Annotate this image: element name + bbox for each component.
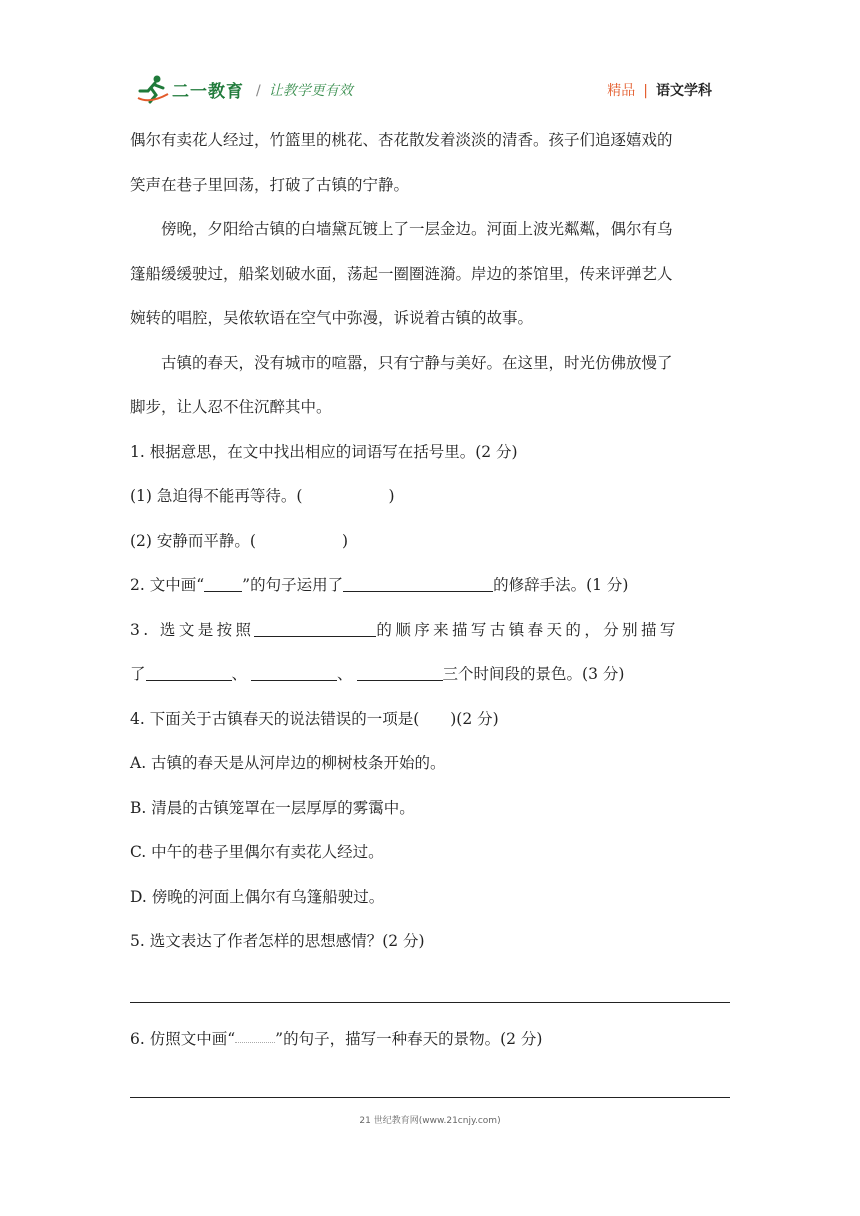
question-2 <box>130 563 730 608</box>
answer-blank[interactable] <box>146 664 232 681</box>
answer-blank[interactable] <box>343 575 493 592</box>
question-3-line-1 <box>130 608 730 653</box>
page-footer: 21 世纪教育网(www.21cnjy.com) <box>359 1116 501 1126</box>
question-1-1 <box>130 474 730 519</box>
q1-2-text: (2) 安静而平静。( <box>130 531 256 550</box>
answer-line <box>130 1097 730 1098</box>
q6-text-b: ”的句子，描写一种春天的景物。(2 分) <box>275 1029 543 1048</box>
q1-1-text: (1) 急迫得不能再等待。( <box>130 487 303 505</box>
passage-line: 笑声在巷子里回荡，打破了古镇的宁静。 <box>130 175 410 194</box>
slogan-slash: / <box>256 83 261 99</box>
passage-line: 脚步，让人忍不住沉醉其中。 <box>130 398 332 416</box>
q6-text-a: 6. 仿照文中画“ <box>130 1029 236 1048</box>
answer-blank[interactable] <box>251 664 337 681</box>
quoted-blank <box>204 575 242 592</box>
q3-text-b: 的顺序来描写古镇春天的，分别描写 <box>376 620 679 639</box>
subject-tag <box>607 80 712 100</box>
option-c: C. 中午的巷子里偶尔有卖花人经过。 <box>130 843 384 861</box>
document-body <box>130 118 730 1098</box>
question-6 <box>130 1017 730 1062</box>
q2-text-b: ”的句子运用了 <box>242 576 344 594</box>
option-d: D. 傍晚的河面上偶尔有乌篷船驶过。 <box>130 887 385 906</box>
passage-line: 古镇的春天，没有城市的喧嚣，只有宁静与美好。在这里，时光仿佛放慢了 <box>161 353 673 372</box>
slogan <box>256 80 353 100</box>
question-1: 1. 根据意思，在文中找出相应的词语写在括号里。(2 分) <box>130 442 518 461</box>
option-a: A. 古镇的春天是从河岸边的柳树枝条开始的。 <box>130 754 446 772</box>
slogan-text: 让教学更有效 <box>268 83 353 99</box>
q1-2-close: ) <box>341 531 348 550</box>
passage-line: 婉转的唱腔，吴侬软语在空气中弥漫，诉说着古镇的故事。 <box>130 309 534 327</box>
quality-label: 精品 <box>607 83 636 99</box>
answer-blank[interactable] <box>357 664 443 681</box>
subject-label: 语文学科 <box>656 83 712 99</box>
page-header <box>136 70 712 110</box>
wavy-underline-sample <box>235 1032 275 1043</box>
logo <box>136 74 244 104</box>
passage-line: 傍晚，夕阳给古镇的白墙黛瓦镀上了一层金边。河面上波光粼粼，偶尔有乌 <box>161 220 673 238</box>
q3-sep: 、 <box>337 665 353 683</box>
passage-line: 偶尔有卖花人经过，竹篮里的桃花、杏花散发着淡淡的清香。孩子们追逐嬉戏的 <box>130 131 673 149</box>
tag-separator: | <box>643 83 648 99</box>
question-3-line-2 <box>130 652 730 697</box>
question-1-2 <box>130 519 730 564</box>
answer-area[interactable] <box>130 964 730 1002</box>
runner-logo-icon <box>136 74 170 104</box>
option-b: B. 清晨的古镇笼罩在一层厚厚的雾霭中。 <box>130 798 415 817</box>
answer-line <box>130 1002 730 1003</box>
logo-text: 二一教育 <box>172 81 244 102</box>
question-5: 5. 选文表达了作者怎样的思想感情？(2 分) <box>130 932 425 950</box>
answer-blank[interactable] <box>254 620 376 637</box>
q3-text-d: 三个时间段的景色。(3 分) <box>442 665 625 683</box>
q2-text-a: 2. 文中画“ <box>130 576 205 594</box>
question-4: 4. 下面关于古镇春天的说法错误的一项是( )(2 分) <box>130 709 499 728</box>
q3-text-c: 了 <box>130 665 146 683</box>
q1-1-close: ) <box>388 487 395 505</box>
q3-sep: 、 <box>231 665 248 683</box>
q3-text-a: 3. 选文是按照 <box>130 620 255 639</box>
answer-area[interactable] <box>130 1061 730 1097</box>
q2-text-c: 的修辞手法。(1 分) <box>493 576 629 594</box>
passage-line: 篷船缓缓驶过，船桨划破水面，荡起一圈圈涟漪。岸边的茶馆里，传来评弹艺人 <box>130 264 673 283</box>
